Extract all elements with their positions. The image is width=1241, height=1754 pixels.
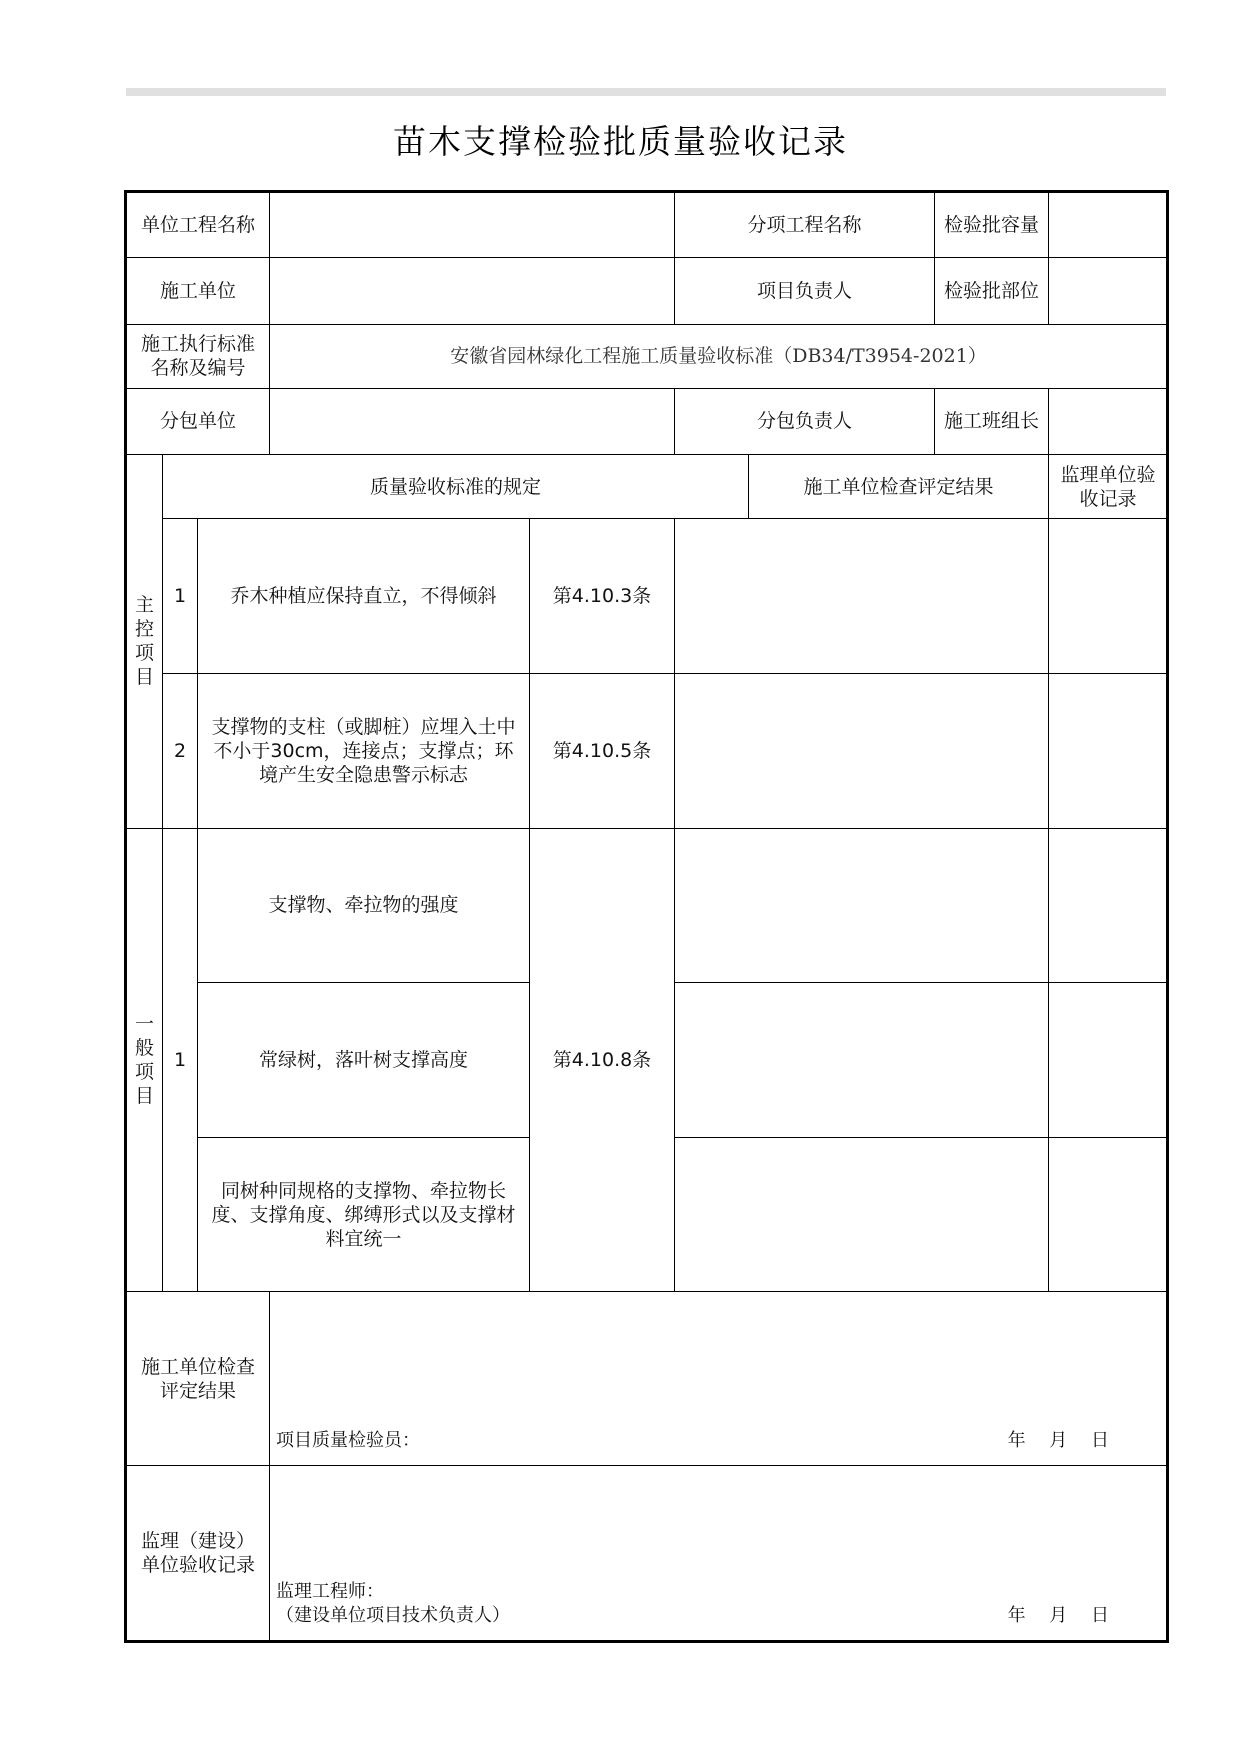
top-divider-bar — [126, 88, 1166, 96]
main-item-supervision-record[interactable] — [1049, 673, 1168, 828]
batch-capacity-label: 检验批容量 — [935, 192, 1049, 258]
subcontract-manager-label: 分包负责人 — [675, 388, 935, 454]
main-control-row-2 — [126, 673, 1168, 828]
supervision-record-header: 监理单位验收记录 — [1049, 455, 1168, 519]
batch-capacity-field[interactable] — [1049, 192, 1168, 258]
project-manager-label: 项目负责人 — [675, 258, 935, 324]
main-item-text: 乔木种植应保持直立，不得倾斜 — [198, 519, 530, 674]
header-row-3 — [126, 324, 1168, 388]
batch-location-label: 检验批部位 — [935, 258, 1049, 324]
construction-result-label: 施工单位检查评定结果 — [126, 1292, 270, 1466]
general-item-supervision-record[interactable] — [1049, 828, 1168, 983]
standard-value: 安徽省园林绿化工程施工质量验收标准（DB34/T3954-2021） — [270, 324, 1168, 388]
header-row-1 — [126, 192, 1168, 258]
supervision-signers — [276, 1580, 510, 1628]
main-control-row-1 — [126, 519, 1168, 674]
construction-unit-field[interactable] — [270, 258, 675, 324]
main-item-clause: 第4.10.3条 — [530, 519, 675, 674]
standard-provision-header: 质量验收标准的规定 — [163, 455, 749, 519]
main-item-number: 1 — [163, 519, 198, 674]
column-header-row — [126, 455, 1168, 519]
general-item-check-result[interactable] — [675, 983, 1049, 1138]
standard-label: 施工执行标准名称及编号 — [126, 324, 270, 388]
general-item-check-result[interactable] — [675, 1137, 1049, 1292]
general-item-supervision-record[interactable] — [1049, 1137, 1168, 1292]
team-leader-label: 施工班组长 — [935, 388, 1049, 454]
construction-check-header: 施工单位检查评定结果 — [749, 455, 1049, 519]
supervision-engineer-label: 监理工程师： — [276, 1581, 384, 1602]
supervision-date: 年 月 日 — [1007, 1605, 1110, 1626]
unit-project-name-field[interactable] — [270, 192, 675, 258]
general-item-text: 同树种同规格的支撑物、牵拉物长度、支撑角度、绑缚形式以及支撑材料宜统一 — [198, 1137, 530, 1292]
main-item-check-result[interactable] — [675, 519, 1049, 674]
header-row-2 — [126, 258, 1168, 324]
team-leader-field[interactable] — [1049, 388, 1168, 454]
unit-project-name-label: 单位工程名称 — [126, 192, 270, 258]
main-control-label: 主控项目 — [126, 455, 163, 829]
page-title: 苗木支撑检验批质量验收记录 — [393, 122, 848, 161]
main-item-supervision-record[interactable] — [1049, 519, 1168, 674]
subcontractor-label: 分包单位 — [126, 388, 270, 454]
general-item-clause: 第4.10.8条 — [530, 828, 675, 1292]
supervision-label: 监理（建设）单位验收记录 — [126, 1466, 270, 1642]
main-item-number: 2 — [163, 673, 198, 828]
construction-result-row — [126, 1292, 1168, 1466]
general-item-text: 支撑物、牵拉物的强度 — [198, 828, 530, 983]
sub-project-name-label: 分项工程名称 — [675, 192, 935, 258]
inspection-form — [124, 190, 1169, 1643]
general-item-number: 1 — [163, 828, 198, 1292]
quality-inspector-label: 项目质量检验员： — [276, 1430, 420, 1452]
batch-location-field[interactable] — [1049, 258, 1168, 324]
general-label: 一般项目 — [126, 828, 163, 1292]
general-item-check-result[interactable] — [675, 828, 1049, 983]
header-row-4 — [126, 388, 1168, 454]
construction-date: 年 月 日 — [1007, 1430, 1110, 1452]
owner-tech-label: （建设单位项目技术负责人） — [276, 1605, 510, 1626]
construction-unit-label: 施工单位 — [126, 258, 270, 324]
general-row-1 — [126, 828, 1168, 983]
construction-result-signature-area[interactable] — [270, 1292, 1168, 1466]
general-item-text: 常绿树，落叶树支撑高度 — [198, 983, 530, 1138]
general-item-supervision-record[interactable] — [1049, 983, 1168, 1138]
supervision-signature-area[interactable] — [270, 1466, 1168, 1642]
subcontractor-field[interactable] — [270, 388, 675, 454]
supervision-row — [126, 1466, 1168, 1642]
main-item-text: 支撑物的支柱（或脚桩）应埋入土中不小于30cm，连接点；支撑点；环境产生安全隐患警示标志 — [198, 673, 530, 828]
main-item-clause: 第4.10.5条 — [530, 673, 675, 828]
main-item-check-result[interactable] — [675, 673, 1049, 828]
